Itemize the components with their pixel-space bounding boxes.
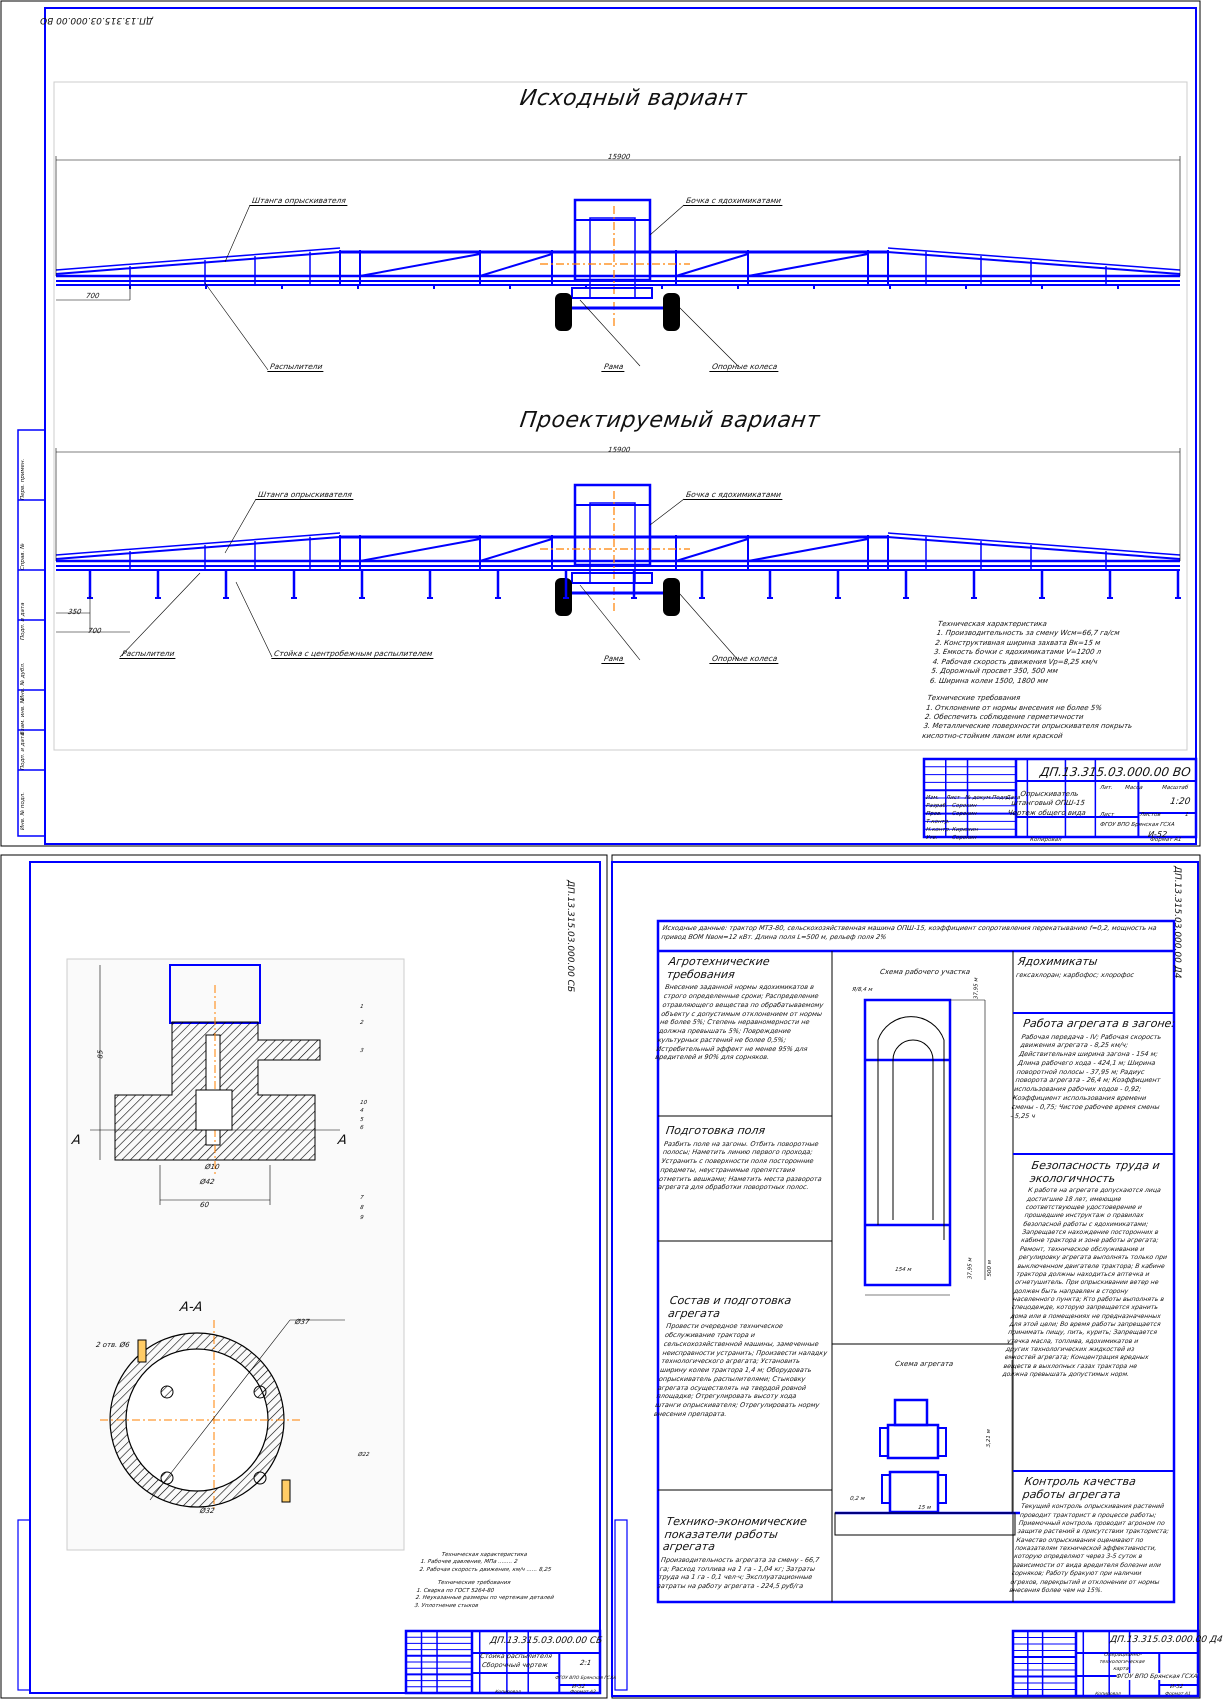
line bbox=[888, 533, 1180, 555]
label-wheels: Опорные колеса bbox=[709, 362, 780, 372]
quality-section bbox=[1009, 1476, 1178, 1595]
list-item: 6. Ширина колеи 1500, 1800 мм bbox=[929, 676, 1049, 685]
list-item: 3. Металлические поверхности опрыскивателя покрыть bbox=[923, 722, 1133, 731]
line bbox=[480, 539, 552, 561]
label-frame: Рама bbox=[601, 362, 626, 372]
section-title: Подготовка поля bbox=[665, 1124, 767, 1137]
sheet2-copied: Копировал bbox=[494, 1690, 522, 1695]
scheme-dim: Я/8,4 м bbox=[851, 987, 873, 993]
title-block-code: ДП.13.315.03.000.00 ВО bbox=[1039, 765, 1192, 779]
sheets-value: 1 bbox=[1184, 812, 1189, 818]
line bbox=[580, 585, 640, 660]
sheet3-code: ДП.13.315.03.000.00 Д4 bbox=[1109, 1635, 1223, 1645]
original-spacing-dim: 700 bbox=[85, 292, 100, 300]
role-label: Утв. bbox=[925, 835, 939, 841]
callout-number: 9 bbox=[359, 1215, 364, 1221]
line bbox=[888, 252, 1180, 274]
line bbox=[56, 252, 340, 274]
side-stamp: Взам. инв. № bbox=[20, 697, 26, 735]
sheet2-format: Формат А2 bbox=[569, 1690, 597, 1695]
nozzle-fitting-2 bbox=[282, 1480, 290, 1502]
side-stamp: Инв. № подл. bbox=[20, 792, 26, 830]
side-stamp: Подп. и дата bbox=[20, 602, 26, 640]
line bbox=[56, 537, 340, 559]
line bbox=[672, 585, 738, 660]
label-wheels-2: Опорные колеса bbox=[709, 654, 780, 664]
name-line: Операционно-технологическая bbox=[1098, 1652, 1146, 1665]
label-nozzles-2: Распылители bbox=[119, 649, 177, 659]
col-header: № докум. bbox=[964, 795, 993, 801]
tech-req-list bbox=[414, 1588, 597, 1610]
sheet3-name bbox=[1081, 1652, 1164, 1672]
insert bbox=[196, 1090, 232, 1130]
nozzle-fitting bbox=[138, 1340, 146, 1362]
section-title: Работа агрегата в загоне: bbox=[1022, 1017, 1177, 1030]
callout-number: 5 bbox=[359, 1117, 364, 1123]
sheet3-format: Формат А1 bbox=[1164, 1692, 1192, 1697]
line bbox=[56, 248, 340, 270]
list-item: 2. Обеспечить соблюдение герметичности bbox=[924, 712, 1085, 721]
tech-req-title: Технические требования bbox=[926, 694, 1021, 703]
side-stamp: Перв. примен. bbox=[20, 458, 26, 500]
line bbox=[650, 205, 684, 235]
callout-number: 1 bbox=[359, 1004, 364, 1010]
scheme-dim: 154 м bbox=[894, 1267, 912, 1273]
sheet2-org: ФГОУ ВПО Брянская ГСХА bbox=[554, 1676, 617, 1681]
designed-spacing-dim: 700 bbox=[87, 627, 102, 635]
section-title: Состав и подготовка агрегата bbox=[667, 1294, 793, 1320]
list-item: 1. Рабочее давление, МПа ........ 2 bbox=[420, 1559, 518, 1566]
role-label: Разраб. bbox=[925, 803, 949, 809]
sheet2-code: ДП.13.315.03.000.00 СБ bbox=[489, 1636, 603, 1646]
format-label: Формат А1 bbox=[1149, 837, 1182, 843]
line bbox=[650, 499, 684, 525]
designed-width-dim: 15900 bbox=[607, 446, 631, 454]
section-title: Агротехнические требования bbox=[665, 955, 771, 981]
side-stamp: Инв. № дубл. bbox=[20, 662, 26, 700]
dim: 85 bbox=[96, 1049, 105, 1059]
tech-spec-title: Техническая характеристика bbox=[937, 620, 1048, 628]
econ-section bbox=[657, 1516, 834, 1591]
line bbox=[888, 248, 1180, 270]
sheet3-org: ФГОУ ВПО Брянская ГСХА bbox=[1115, 1673, 1198, 1680]
bolt-hole bbox=[161, 1386, 173, 1398]
label-boom-2: Штанга опрыскивателя bbox=[255, 490, 354, 500]
tech-spec-list bbox=[929, 629, 1197, 686]
section-text: Производительность агрегата за смену - 66,7 га; Расход топлива на 1 га - 1,04 кг; Затраты труда на 1 га - 0,1 чел·ч; Эксплуатационные затраты на работу агрегата - 224,5 руб/га bbox=[656, 1555, 820, 1591]
name-line: штанговый ОПШ-15 bbox=[1010, 799, 1086, 808]
scale-value: 1:20 bbox=[1169, 797, 1191, 807]
line bbox=[120, 573, 200, 657]
person-name: Сорокин bbox=[951, 811, 978, 817]
col-mass: Масса bbox=[1124, 785, 1144, 791]
cut-label-right: А bbox=[336, 1133, 349, 1148]
sheet3-header: Исходные данные: трактор МТЗ-80, сельскохозяйственная машина ОПШ-15, коэффициент сопротивления перекатыванию f=0,2, мощность на привод ВОМ Nвом=12 кВт. Длина поля L=500 м, рельеф поля 2% bbox=[660, 924, 1158, 941]
side-stamp-box-3 bbox=[615, 1520, 627, 1690]
original-width-dim: 15900 bbox=[607, 153, 631, 161]
rect bbox=[575, 485, 650, 565]
label-stand: Стойка с центробежным распылителем bbox=[271, 649, 435, 659]
dim: 60 bbox=[199, 1201, 210, 1209]
label-tank: Бочка с ядохимикатами bbox=[683, 196, 783, 206]
tech-req-list bbox=[921, 704, 1186, 742]
section-text: К работе на агрегате допускаются лица достигшие 18 лет, имеющие соответствующее удостоверение и прошедшие инструктаж о правилах безопасной работы с ядохимикатами; Запрещается нахождение посторонних в кабине трактора и зоне работы агрегата; Ремонт, техническое обслуживание и регулировку агрегата выполнять только при выключенном двигателе трактора; В кабине трактора должны находиться аптечка и огнетушитель. При опрыскивании ветер не должен быть направлен в сторону населенного пункта; Кто работы выполнять в спецодежде, которую запрещается хранить дома или в помещениях не предназначенных для этой цели; Во время работы запрещается принимать пищу, пить, курить; Запрещается утечка масла, топлива, ядохимикатов и других технологических жидкостей из емкостей агрегата; Концентрация вредных веществ в выхлопных газах трактора не должна превышать допустимых норм. bbox=[1001, 1187, 1168, 1379]
work-section bbox=[1010, 1018, 1176, 1120]
col-header: Подп. bbox=[991, 795, 1010, 801]
sheets-label: Листов bbox=[1139, 812, 1162, 818]
unit-dim: 15 м bbox=[917, 1505, 932, 1511]
label-boom: Штанга опрыскивателя bbox=[249, 196, 348, 206]
col-header: Дата bbox=[1005, 795, 1021, 801]
line bbox=[225, 205, 250, 262]
col-scale: Масштаб bbox=[1161, 785, 1189, 791]
group: И-52 bbox=[1147, 830, 1168, 839]
sheet2-rotated-stamp: ДП.13.315.03.000.00 СБ bbox=[565, 880, 575, 993]
field-prep-section bbox=[657, 1125, 832, 1192]
line bbox=[748, 254, 868, 276]
list-item: 5. Дорожный просвет 350, 500 мм bbox=[930, 667, 1059, 676]
dim: Ø10 bbox=[204, 1163, 221, 1171]
callout-number: 3 bbox=[359, 1048, 364, 1054]
side-stamp-box-2 bbox=[18, 1520, 30, 1690]
callout-number: 8 bbox=[359, 1205, 364, 1211]
designed-offset-dim: 350 bbox=[67, 608, 82, 616]
name-line: Сборочный чертеж bbox=[481, 1660, 549, 1669]
unit-prep-section bbox=[653, 1295, 836, 1419]
designed-variant-title: Проектируемый вариант bbox=[518, 408, 822, 433]
section-title: Технико-экономические показатели работы агрегата bbox=[662, 1515, 808, 1554]
cut-label-left: А bbox=[70, 1133, 83, 1148]
line bbox=[360, 254, 480, 276]
side-stamp: Справ. № bbox=[20, 543, 26, 570]
list-item: 1. Отклонение от нормы внесения не более 5% bbox=[925, 703, 1103, 712]
line bbox=[888, 537, 1180, 559]
section-title: Безопасность труда и экологичность bbox=[1028, 1159, 1161, 1185]
side-stamp: Подп. и дата bbox=[20, 732, 26, 770]
pass-path bbox=[878, 1017, 944, 1240]
dim: Ø32 bbox=[199, 1507, 216, 1515]
list-item: 2. Рабочая скорость движения, км/ч ...... 8,25 bbox=[419, 1566, 552, 1573]
list-item: кислотно-стойким лаком или краской bbox=[921, 731, 1064, 740]
tractor-cab bbox=[895, 1400, 927, 1425]
sheet2-name bbox=[477, 1652, 554, 1670]
agents-section bbox=[1015, 956, 1170, 979]
sheet2-scale: 2:1 bbox=[579, 1659, 592, 1667]
agro-section bbox=[655, 956, 836, 1062]
list-item: 1. Производительность за смену Wсм=66,7 га/см bbox=[936, 629, 1121, 638]
tech-req-title: Технические требования bbox=[437, 1580, 511, 1587]
org: ФГОУ ВПО Брянская ГСХА bbox=[1099, 822, 1176, 828]
rect bbox=[572, 288, 652, 298]
role-label: Пров. bbox=[925, 811, 943, 817]
section-text: Внесение заданной нормы ядохимикатов в строго определенные сроки; Распределение отравляющего вещества по обрабатываемому объекту с допустимым отклонением от нормы не более 5%; Степень неравномерности не должна превышать 5%; Повреждение культурных растений не более 0,5%; Истребительный эффект не менее 95% для вредителей и 90% для сорняков. bbox=[654, 983, 824, 1062]
bolt-hole bbox=[254, 1472, 266, 1484]
dim: Ø22 bbox=[357, 1452, 370, 1458]
line bbox=[672, 300, 738, 366]
section-text: Разбить поле на загоны. Отбить поворотные полосы; Наметить линию первого прохода; Устранить с поверхности поля посторонние предметы, неустранимые препятствия отметить вешками; Наметить места разворота агрегата для обработки поворотных полос. bbox=[657, 1139, 823, 1192]
col-lit: Лит. bbox=[1099, 785, 1114, 791]
name-line: Стойка распылителя bbox=[479, 1652, 553, 1660]
label-tank-2: Бочка с ядохимикатами bbox=[683, 490, 783, 500]
dim: Ø37 bbox=[294, 1318, 311, 1326]
name-line: Опрыскиватель bbox=[1019, 790, 1080, 798]
line bbox=[56, 533, 340, 555]
section-title: Контроль качества работы агрегата bbox=[1021, 1475, 1137, 1501]
wheel-right bbox=[663, 578, 680, 616]
safety-section bbox=[1002, 1160, 1185, 1380]
section-text: Текущий контроль опрыскивания растений проводит тракторист в процессе работы; Приемочный контроль проводит агроном по защите растений в присутствии тракториста; Качество опрыскивания оценивают по показателям технической эффективности, которую определяют через 3-5 суток в зависимости от вида вредителя болезни или сорняков; Работу бракуют при наличии огрехов, перекрытий и отклонении от нормы внесения более чем на 15%. bbox=[1008, 1503, 1170, 1594]
line bbox=[236, 582, 272, 657]
callout-number: 4 bbox=[359, 1108, 364, 1114]
col-header: Лист bbox=[945, 795, 961, 801]
person-name: Сорокин bbox=[951, 835, 978, 841]
line bbox=[205, 283, 268, 370]
callout-number: 7 bbox=[359, 1195, 364, 1201]
section-text: гексахлоран; карбофос; хлорофос bbox=[1015, 970, 1135, 979]
scheme-dim: 37,95 м bbox=[967, 1257, 974, 1280]
line bbox=[580, 300, 640, 366]
tech-spec-title: Техническая характеристика bbox=[441, 1552, 528, 1558]
sheet2-group: И-52 bbox=[571, 1684, 586, 1690]
sheet-label: Лист bbox=[1099, 812, 1115, 818]
dim: 2 отв. Ø6 bbox=[95, 1341, 131, 1349]
list-item: 1. Сварка по ГОСТ 5264-80 bbox=[416, 1587, 495, 1594]
list-item: 4. Рабочая скорость движения Vр=8,25 км/ч bbox=[932, 657, 1099, 666]
unit-dim: 0,2 м bbox=[849, 1496, 866, 1502]
scheme-dim: 500 м bbox=[986, 1260, 993, 1277]
rect bbox=[575, 200, 650, 280]
original-variant-title: Исходный вариант bbox=[518, 86, 749, 111]
section-label: А-А bbox=[178, 1300, 204, 1315]
tech-spec-list bbox=[419, 1559, 601, 1574]
wheel-left bbox=[555, 293, 572, 331]
section-text: Рабочая передача - IV; Рабочая скорость движения агрегата - 8,25 км/ч; Действительная ширина загона - 154 м; Длина рабочего хода - 424,1 м; Ширина поворотной полосы - 37,95 м; Радиус поворота агрегата - 26,4 м; Коэффициент использования рабочих ходов - 0,92; Коэффициент использования времени смены - 0,75; Чистое рабочее время смены - 5,25 ч bbox=[1009, 1032, 1162, 1120]
name-line: Чертеж общего вида bbox=[1007, 808, 1087, 817]
sheet3-group: И-52 bbox=[1169, 1684, 1184, 1690]
sheet3-copied: Копировал bbox=[1094, 1692, 1122, 1697]
sprayer-body bbox=[888, 1425, 938, 1458]
line bbox=[748, 539, 868, 561]
person-name: Кирюхин bbox=[951, 827, 979, 833]
unit-baseline bbox=[835, 1513, 1015, 1535]
section-text: Провести очередное техническое обслуживание трактора и сельскохозяйственной машины, замеченные неисправности устранить; Произвести наладку технологического агрегата; Установить ширину колеи трактора 1,4 м; Оборудовать опрыскиватель распылителями; Стыковку агрегата осуществлять на твердой ровной площадке; Отрегулировать высоту хода штанги опрыскивателя; Отрегулировать норму внесения препарата. bbox=[653, 1322, 828, 1418]
callout-number: 10 bbox=[359, 1100, 368, 1106]
dim: Ø42 bbox=[199, 1178, 216, 1186]
unit-scheme-title: Схема агрегата bbox=[894, 1360, 954, 1368]
list-item: 2. Неуказанные размеры по чертежам деталей bbox=[415, 1595, 555, 1602]
callout-number: 2 bbox=[359, 1020, 364, 1026]
line bbox=[676, 254, 748, 276]
name-line: карта bbox=[1113, 1665, 1130, 1672]
col-header: Изм. bbox=[925, 795, 940, 801]
sheet2-notes bbox=[414, 1552, 602, 1610]
scheme-title: Схема рабочего участка bbox=[879, 968, 971, 976]
copied-label: Копировал bbox=[1029, 837, 1062, 843]
tech-spec-block bbox=[921, 620, 1198, 741]
line bbox=[676, 539, 748, 561]
line bbox=[480, 254, 552, 276]
person-name: Сорокин bbox=[951, 803, 978, 809]
sheet1-rotated-stamp: ДП.13.315.03.000.00 ВО bbox=[40, 14, 153, 25]
unit-dim: 3,21 м bbox=[985, 1429, 992, 1448]
rect bbox=[572, 573, 652, 583]
label-frame-2: Рама bbox=[601, 654, 626, 664]
rect bbox=[850, 1400, 980, 1470]
label-nozzles: Распылители bbox=[267, 362, 325, 372]
scheme-dim: 37,95 м bbox=[973, 977, 980, 1000]
list-item: 2. Конструктивная ширина захвата Вк=15 м bbox=[934, 638, 1101, 647]
sheet3-rotated-stamp: ДП.13.315.03.000.00 Д4 bbox=[1172, 866, 1182, 979]
section-title: Ядохимикаты bbox=[1016, 955, 1099, 968]
role-label: Т.контр. bbox=[925, 819, 951, 825]
list-item: 3. Уплотнение стыков bbox=[414, 1602, 479, 1609]
line bbox=[360, 539, 480, 561]
role-label: Н.контр. bbox=[925, 827, 952, 833]
list-item: 3. Емкость бочки с ядохимикатами V=1200 л bbox=[933, 648, 1102, 657]
callout-number: 6 bbox=[359, 1125, 364, 1131]
bolt-hole bbox=[254, 1386, 266, 1398]
wheel-right bbox=[663, 293, 680, 331]
